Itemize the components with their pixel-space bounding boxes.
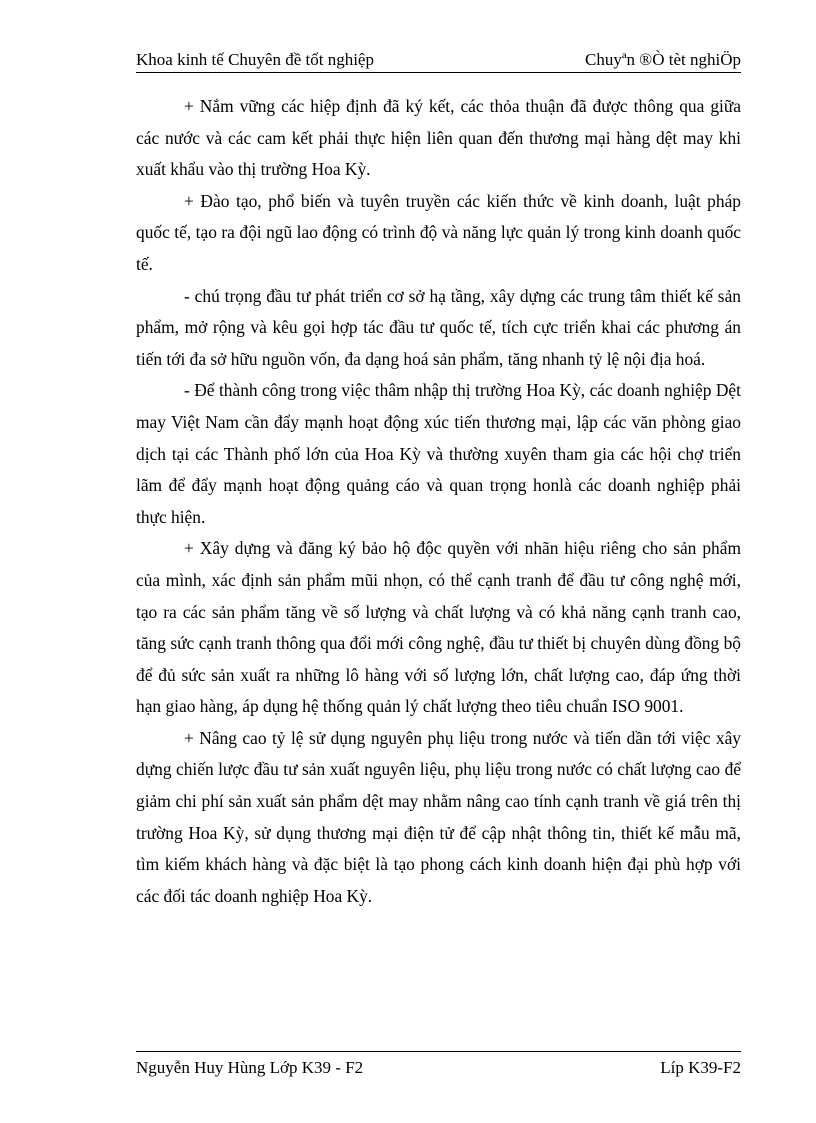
document-body xyxy=(136,91,741,912)
paragraph: - chú trọng đầu tư phát triển cơ sở hạ tầng, xây dựng các trung tâm thiết kế sản phẩm, mở rộng và kêu gọi hợp tác đầu tư quốc tế, tích cực triển khai các phương án tiến tới đa sở hữu nguồn vốn, đa dạng hoá sản phẩm, tăng nhanh tỷ lệ nội địa hoá. xyxy=(136,285,741,369)
header-right-text: Chuyªn ®Ò tèt nghiÖp xyxy=(585,50,741,69)
footer-right-text: Líp K39-F2 xyxy=(660,1058,741,1077)
page-footer xyxy=(136,1051,741,1076)
paragraph: + Xây dựng và đăng ký bảo hộ độc quyền với nhãn hiệu riêng cho sản phẩm của mình, xác định sản phẩm mũi nhọn, có thể cạnh tranh để đầu tư công nghệ mới, tạo ra các sản phẩm tăng về số lượng và chất lượng và có khả năng cạnh tranh cao, tăng sức cạnh tranh thông qua đổi mới công nghệ, đầu tư thiết bị chuyên dùng đồng bộ để đủ sức sản xuất ra những lô hàng với số lượng lớn, chất lượng cao, đáp ứng thời hạn giao hàng, áp dụng hệ thống quản lý chất lượng theo tiêu chuẩn ISO 9001. xyxy=(136,538,741,717)
paragraph: + Đào tạo, phổ biến và tuyên truyền các kiến thức về kinh doanh, luật pháp quốc tế, tạo ra đội ngũ lao động có trình độ và năng lực quản lý trong kinh doanh quốc tế. xyxy=(136,190,741,274)
header-left-text: Khoa kinh tế Chuyên đề tốt nghiệp xyxy=(136,50,374,69)
page-header xyxy=(136,48,741,73)
paragraph: + Nắm vững các hiệp định đã ký kết, các thỏa thuận đã được thông qua giữa các nước và các cam kết phải thực hiện liên quan đến thương mại hàng dệt may khi xuất khẩu vào thị trường Hoa Kỳ. xyxy=(136,96,741,180)
paragraph: - Để thành công trong việc thâm nhập thị trường Hoa Kỳ, các doanh nghiệp Dệt may Việt Nam cần đẩy mạnh hoạt động xúc tiến thương mại, lập các văn phòng giao dịch tại các Thành phố lớn của Hoa Kỳ và thường xuyên tham gia các hội chợ triển lãm để đẩy mạnh hoạt động quảng cáo và quan trọng honlà các doanh nghiệp phải thực hiện. xyxy=(136,380,741,527)
footer-left-text: Nguyễn Huy Hùng Lớp K39 - F2 xyxy=(136,1058,364,1077)
paragraph: + Nâng cao tỷ lệ sử dụng nguyên phụ liệu trong nước và tiến dần tới việc xây dựng chiến lược đầu tư sản xuất nguyên liệu, phụ liệu trong nước có chất lượng cao để giảm chi phí sản xuất sản phẩm dệt may nhằm nâng cao tính cạnh tranh về giá trên thị trường Hoa Kỳ, sử dụng thương mại điện tử để cập nhật thông tin, thiết kế mẫu mã, tìm kiếm khách hàng và đặc biệt là tạo phong cách kinh doanh hiện đại phù hợp với các đối tác doanh nghiệp Hoa Kỳ. xyxy=(136,727,741,906)
